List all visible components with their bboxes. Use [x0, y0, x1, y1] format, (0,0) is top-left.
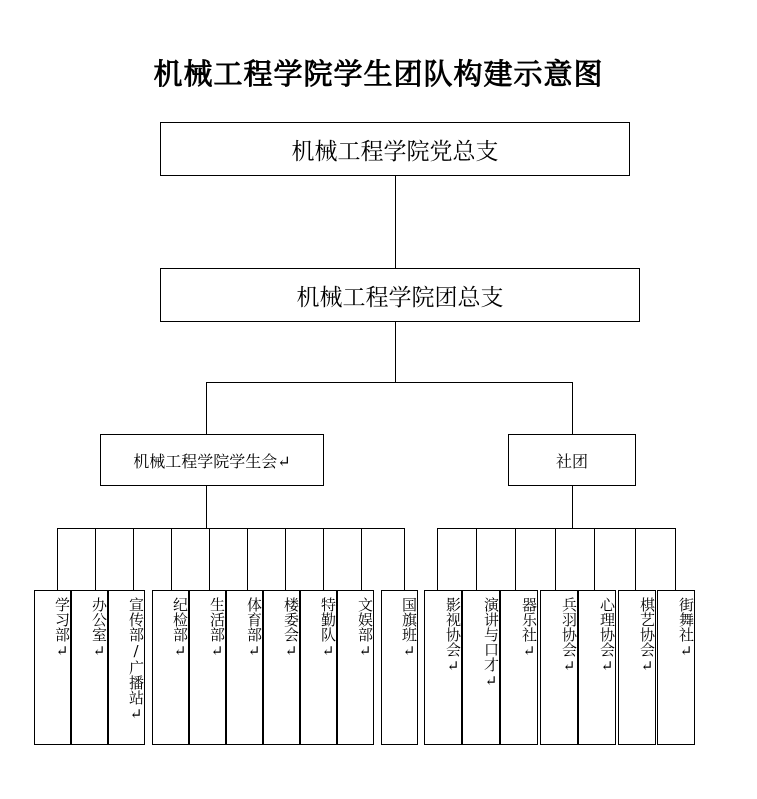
leaf-node — [108, 590, 145, 745]
edge-clubs-stem — [572, 486, 573, 528]
edge-drop-club-1 — [476, 528, 477, 590]
edge-drop-su-3 — [171, 528, 172, 590]
edge-drop-su-5 — [247, 528, 248, 590]
leaf-label: 办公室↵ — [90, 597, 108, 660]
page-title: 机械工程学院学生团队构建示意图 — [153, 57, 604, 91]
leaf-label: 文娱部↵ — [356, 597, 374, 660]
edge-drop-su-6 — [285, 528, 286, 590]
leaf-node — [500, 590, 538, 745]
edge-drop-club-3 — [555, 528, 556, 590]
node-party-branch-label: 机械工程学院党总支 — [291, 138, 499, 165]
edge-league-bus — [206, 382, 573, 383]
leaf-label: 楼委会↵ — [282, 597, 300, 660]
leaf-node — [381, 590, 418, 745]
edge-drop-su-0 — [57, 528, 58, 590]
leaf-node — [540, 590, 578, 745]
edge-drop-club-2 — [515, 528, 516, 590]
leaf-label: 兵羽协会↵ — [560, 597, 578, 675]
leaf-label: 宣传部/广播站↵ — [127, 597, 145, 723]
leaf-label: 街舞社↵ — [677, 597, 695, 660]
edge-drop-club-0 — [437, 528, 438, 590]
leaf-node — [263, 590, 300, 745]
edge-drop-su-4 — [209, 528, 210, 590]
leaf-label: 器乐社↵ — [520, 597, 538, 660]
leaf-label: 纪检部↵ — [171, 597, 189, 660]
leaf-label: 学习部↵ — [53, 597, 71, 660]
leaf-node — [71, 590, 108, 745]
node-party-branch — [160, 122, 630, 176]
leaf-label: 国旗班↵ — [400, 597, 418, 660]
leaf-label: 影视协会↵ — [444, 597, 462, 675]
leaf-node — [657, 590, 695, 745]
node-youth-league-label: 机械工程学院团总支 — [296, 284, 504, 311]
leaf-label: 棋艺协会↵ — [638, 597, 656, 675]
leaf-node — [462, 590, 500, 745]
leaf-node — [152, 590, 189, 745]
edge-league-stem — [395, 322, 396, 382]
edge-clubs-bus — [437, 528, 675, 529]
edge-student-union-bus — [57, 528, 404, 529]
edge-drop-club-5 — [635, 528, 636, 590]
leaf-label: 体育部↵ — [245, 597, 263, 660]
leaf-node — [189, 590, 226, 745]
leaf-node — [578, 590, 616, 745]
node-student-union-label: 机械工程学院学生会↵ — [133, 451, 291, 471]
edge-league-to-student-union — [206, 382, 207, 434]
edge-drop-su-2 — [133, 528, 134, 590]
edge-drop-club-4 — [594, 528, 595, 590]
node-student-union — [100, 434, 324, 486]
leaf-label: 生活部↵ — [208, 597, 226, 660]
edge-drop-su-1 — [95, 528, 96, 590]
node-clubs-label: 社团 — [555, 451, 588, 471]
edge-party-to-league — [395, 176, 396, 268]
edge-drop-club-6 — [675, 528, 676, 590]
leaf-node — [618, 590, 656, 745]
leaf-node — [300, 590, 337, 745]
leaf-node — [337, 590, 374, 745]
leaf-node — [34, 590, 71, 745]
edge-league-to-clubs — [572, 382, 573, 434]
edge-drop-su-7 — [323, 528, 324, 590]
leaf-label: 演讲与口才↵ — [482, 597, 500, 690]
leaf-label: 心理协会↵ — [598, 597, 616, 675]
edge-drop-su-8 — [361, 528, 362, 590]
node-youth-league — [160, 268, 640, 322]
leaf-node — [424, 590, 462, 745]
edge-drop-su-9 — [404, 528, 405, 590]
leaf-label: 特勤队↵ — [319, 597, 337, 660]
node-clubs — [508, 434, 636, 486]
leaf-node — [226, 590, 263, 745]
edge-student-union-stem — [206, 486, 207, 528]
